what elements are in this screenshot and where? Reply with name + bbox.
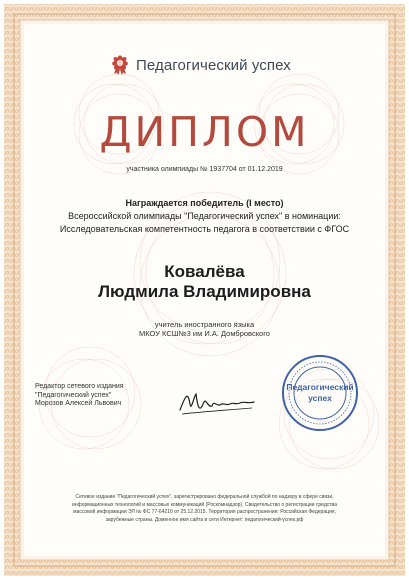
- recipient-position: учитель иностранного языка: [154, 320, 255, 329]
- rosette-logo-icon: [110, 55, 130, 75]
- stamp-line-2: успех: [308, 393, 332, 403]
- brand-name: Педагогический успех: [136, 56, 291, 74]
- legal-footer: [52, 494, 357, 524]
- brand-logo: [110, 55, 291, 75]
- signature-icon: [178, 388, 258, 420]
- award-heading: Награждается победитель (I место): [125, 198, 284, 208]
- editor-line-2: "Педагогический успех": [35, 391, 112, 399]
- award-line-1: Всероссийской олимпиады "Педагогический успех" в номинации:: [68, 211, 341, 221]
- recipient-school: МКОУ КСШ№3 им И.А. Домбровского: [139, 329, 270, 338]
- editor-block: [35, 383, 124, 409]
- footer-line-3: массовой информации ЭЛ № ФС 77-64210 от 25.12.2015. Территория распространения: Российская Федерация,: [73, 509, 336, 515]
- publication-stamp: [280, 353, 360, 433]
- recipient-given-name: Людмила Владимировна: [98, 282, 311, 301]
- diploma-title: ДИПЛОМ: [99, 108, 310, 156]
- footer-line-4: зарубежные страны. Доменное имя сайта в сети Интернет: педагогический-успех.рф: [105, 516, 304, 523]
- stamp-line-1: Педагогический: [286, 382, 354, 392]
- recipient-surname: Ковалёва: [164, 262, 245, 281]
- editor-line-3: Морозов Алексей Львович: [35, 400, 122, 407]
- participant-line: участника олимпиады № 1937704 от 01.12.2019: [126, 166, 283, 173]
- award-line-2: Исследовательская компетентность педагога в соответствии с ФГОС: [59, 224, 350, 234]
- footer-line-2: информационных технологий и массовых коммуникаций (Роскомнадзор). Свидетельство о регистрации средства: [72, 501, 337, 508]
- editor-line-1: Редактор сетевого издания: [35, 383, 124, 390]
- footer-line-1: Сетевое издание "Педагогический успех", зарегистрировано федеральной службой по надзору в сфере связи,: [75, 494, 334, 500]
